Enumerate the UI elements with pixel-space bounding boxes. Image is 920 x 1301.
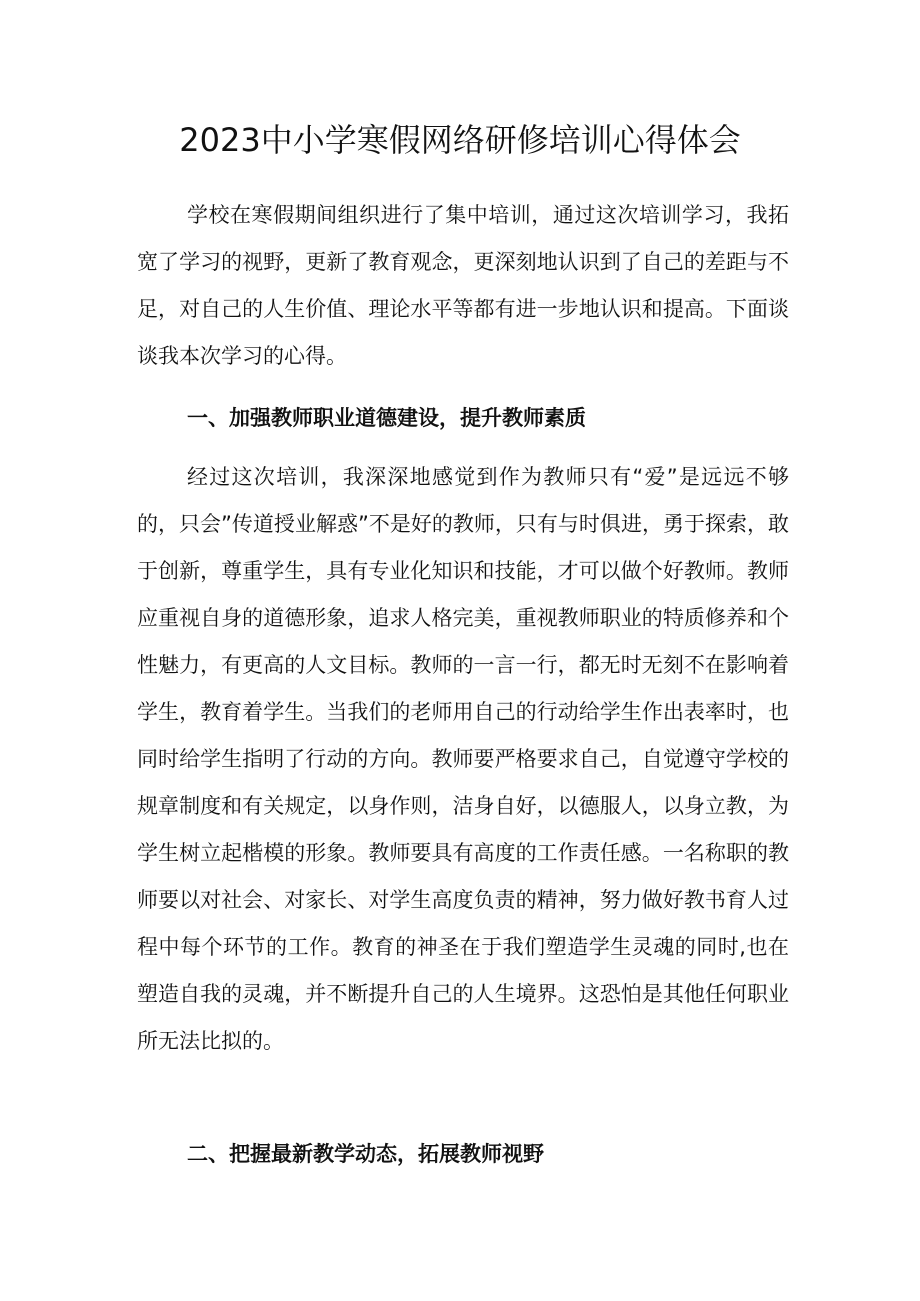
- section-heading-1: 一、加强教师职业道德建设，提升教师素质: [187, 406, 586, 430]
- document-title: 2023中小学寒假网络研修培训心得体会: [179, 121, 741, 159]
- intro-paragraph: 学校在寒假期间组织进行了集中培训，通过这次培训学习，我拓宽了学习的视野，更新了教育观念，更深刻地认识到了自己的差距与不足，对自己的人生价值、理论水平等都有进一步地认识和提高。下面谈谈我本次学习的心得。: [137, 203, 789, 368]
- section-1-paragraph: 经过这次培训，我深深地感觉到作为教师只有“爱”是远远不够的，只会”传道授业解惑”不是好的教师，只有与时俱进，勇于探索，敢于创新，尊重学生，具有专业化知识和技能，才可以做个好教师。教师应重视自身的道德形象，追求人格完美，重视教师职业的特质修养和个性魅力，有更高的人文目标。教师的一言一行，都无时无刻不在影响着学生，教育着学生。当我们的老师用自己的行动给学生作出表率时，也同时给学生指明了行动的方向。教师要严格要求自己，自觉遵守学校的规章制度和有关规定，以身作则，洁身自好，以德服人，以身立教，为学生树立起楷模的形象。教师要具有高度的工作责任感。一名称职的教师要以对社会、对家长、对学生高度负责的精神，努力做好教书育人过程中每个环节的工作。教育的神圣在于我们塑造学生灵魂的同时,也在塑造自我的灵魂，并不断提升自己的人生境界。这恐怕是其他任何职业所无法比拟的。: [137, 465, 789, 1053]
- section-heading-2: 二、把握最新教学动态，拓展教师视野: [187, 1142, 544, 1166]
